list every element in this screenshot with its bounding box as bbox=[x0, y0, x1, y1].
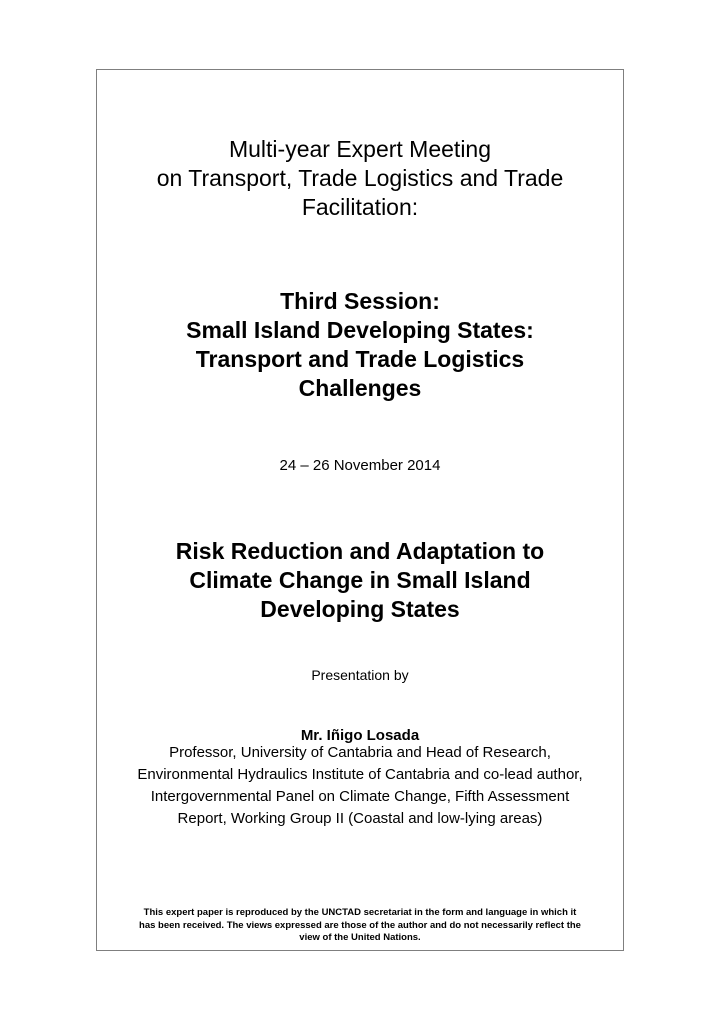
affiliation-line: Professor, University of Cantabria and Head of Research, bbox=[169, 744, 551, 761]
affiliation-line: Intergovernmental Panel on Climate Change, Fifth Assessment bbox=[150, 788, 570, 805]
session-title-line: Small Island Developing States: bbox=[186, 317, 534, 343]
meeting-title-line: on Transport, Trade Logistics and Trade bbox=[156, 165, 564, 191]
session-title-line: Transport and Trade Logistics bbox=[195, 346, 525, 372]
session-title-line: Third Session: bbox=[280, 288, 440, 314]
paper-title bbox=[96, 537, 624, 624]
paper-title-line: Developing States bbox=[260, 596, 460, 622]
meeting-title-line: Multi-year Expert Meeting bbox=[228, 136, 492, 162]
meeting-title-line: Facilitation: bbox=[301, 194, 419, 220]
presentation-label: Presentation by bbox=[311, 667, 409, 683]
meeting-dates: 24 – 26 November 2014 bbox=[279, 457, 441, 474]
disclaimer-line: view of the United Nations. bbox=[299, 932, 421, 943]
presenter-name: Mr. Iñigo Losada bbox=[300, 727, 420, 744]
paper-title-line: Climate Change in Small Island bbox=[189, 567, 531, 593]
meeting-title bbox=[96, 135, 624, 222]
disclaimer-line: This expert paper is reproduced by the UNCTAD secretariat in the form and language in which it bbox=[143, 907, 577, 918]
paper-title-line: Risk Reduction and Adaptation to bbox=[175, 538, 545, 564]
disclaimer bbox=[100, 907, 620, 945]
session-title-line: Challenges bbox=[298, 375, 422, 401]
disclaimer-line: has been received. The views expressed are those of the author and do not necessarily reflect the bbox=[139, 919, 581, 931]
affiliation-line: Environmental Hydraulics Institute of Cantabria and co-lead author, bbox=[137, 766, 583, 783]
presenter-affiliation bbox=[100, 742, 620, 830]
session-title bbox=[96, 287, 624, 403]
affiliation-line: Report, Working Group II (Coastal and low-lying areas) bbox=[177, 810, 543, 827]
